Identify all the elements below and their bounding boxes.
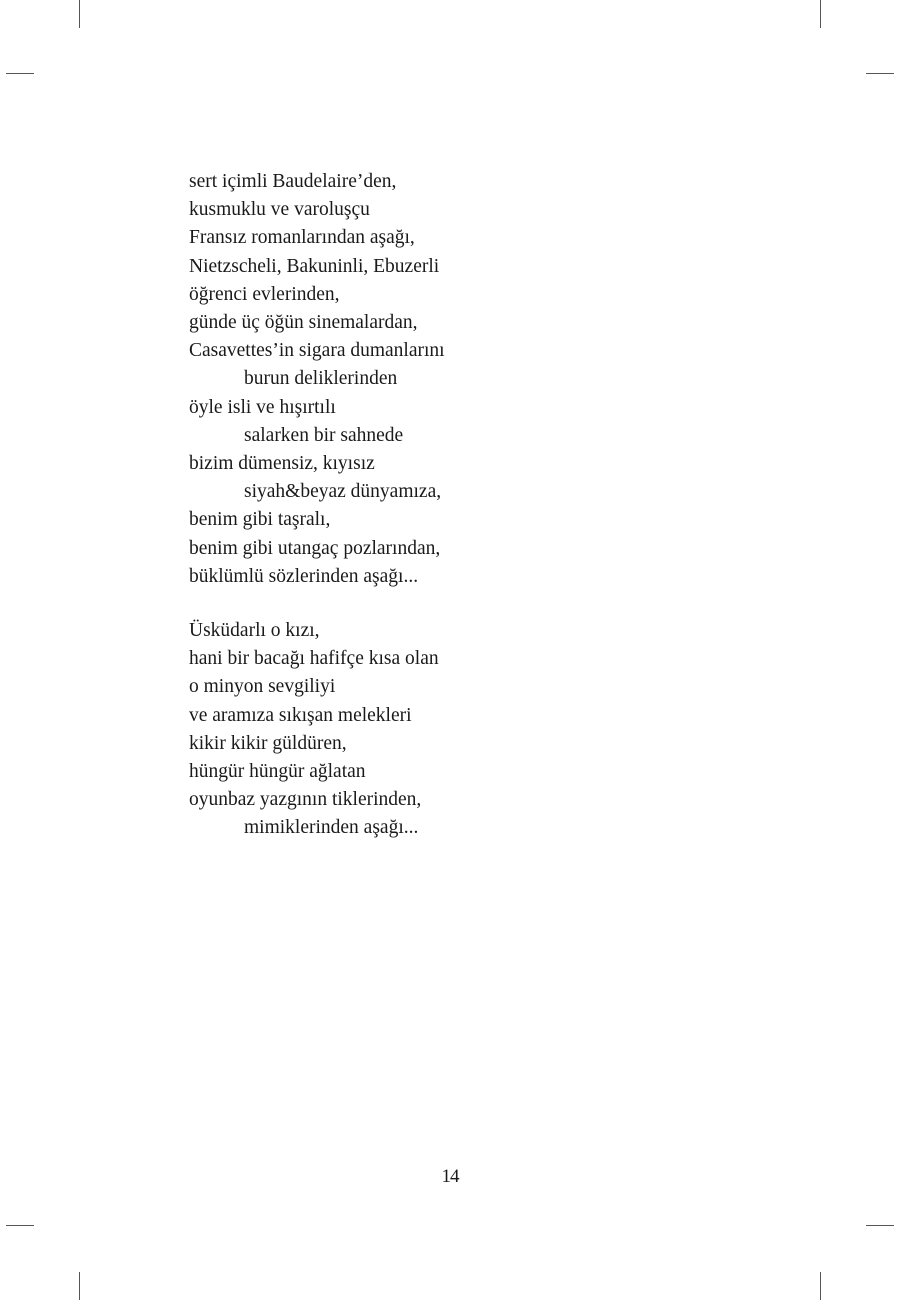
poem-line: Üsküdarlı o kızı, [189, 620, 320, 642]
poem-line: bizim dümensiz, kıyısız [189, 453, 375, 475]
page-number: 14 [441, 1166, 459, 1187]
poem-line: günde üç öğün sinemalardan, [189, 312, 418, 334]
poem-line: benim gibi taşralı, [189, 509, 331, 531]
poem-line: sert içimli Baudelaire’den, [189, 171, 397, 192]
crop-mark-left-bottom [6, 1225, 34, 1226]
poem-line: kusmuklu ve varoluşçu [189, 199, 370, 221]
stanza-1 [189, 168, 749, 591]
crop-mark-bottom-left [79, 1272, 80, 1300]
poem-line: benim gibi utangaç pozlarından, [189, 537, 441, 559]
crop-mark-left-top [6, 73, 34, 74]
poem-line: o minyon sevgiliyi [189, 676, 336, 698]
poem-line: ve aramıza sıkışan melekleri [189, 704, 412, 726]
poem-line: hüngür hüngür ağlatan [189, 761, 366, 783]
poem-line: kikir kikir güldüren, [189, 732, 347, 754]
poem-line-indented: salarken bir sahnede [244, 424, 404, 446]
poem-line-indented: mimiklerinden aşağı... [244, 817, 419, 839]
poem-line: Fransız romanlarından aşağı, [189, 227, 415, 249]
poem-line: hani bir bacağı hafifçe kısa olan [189, 648, 439, 670]
crop-mark-right-top [866, 73, 894, 74]
crop-mark-top-left [79, 0, 80, 28]
poem-line: oyunbaz yazgının tiklerinden, [189, 789, 422, 811]
stanza-2 [189, 617, 749, 843]
poem-line-indented: siyah&beyaz dünyamıza, [244, 481, 442, 503]
poem-line: öğrenci evlerinden, [189, 283, 340, 305]
poem-line-indented: burun deliklerinden [244, 368, 398, 390]
crop-mark-top-right [820, 0, 821, 28]
poem-line: Nietzscheli, Bakuninli, Ebuzerli [189, 255, 440, 277]
poem-line: öyle isli ve hışırtılı [189, 396, 336, 418]
crop-mark-bottom-right [820, 1272, 821, 1300]
crop-mark-right-bottom [866, 1225, 894, 1226]
poem-body [189, 168, 749, 843]
poem-line: büklümlü sözlerinden aşağı... [189, 565, 419, 587]
poem-line: Casavettes’in sigara dumanlarını [189, 340, 445, 362]
